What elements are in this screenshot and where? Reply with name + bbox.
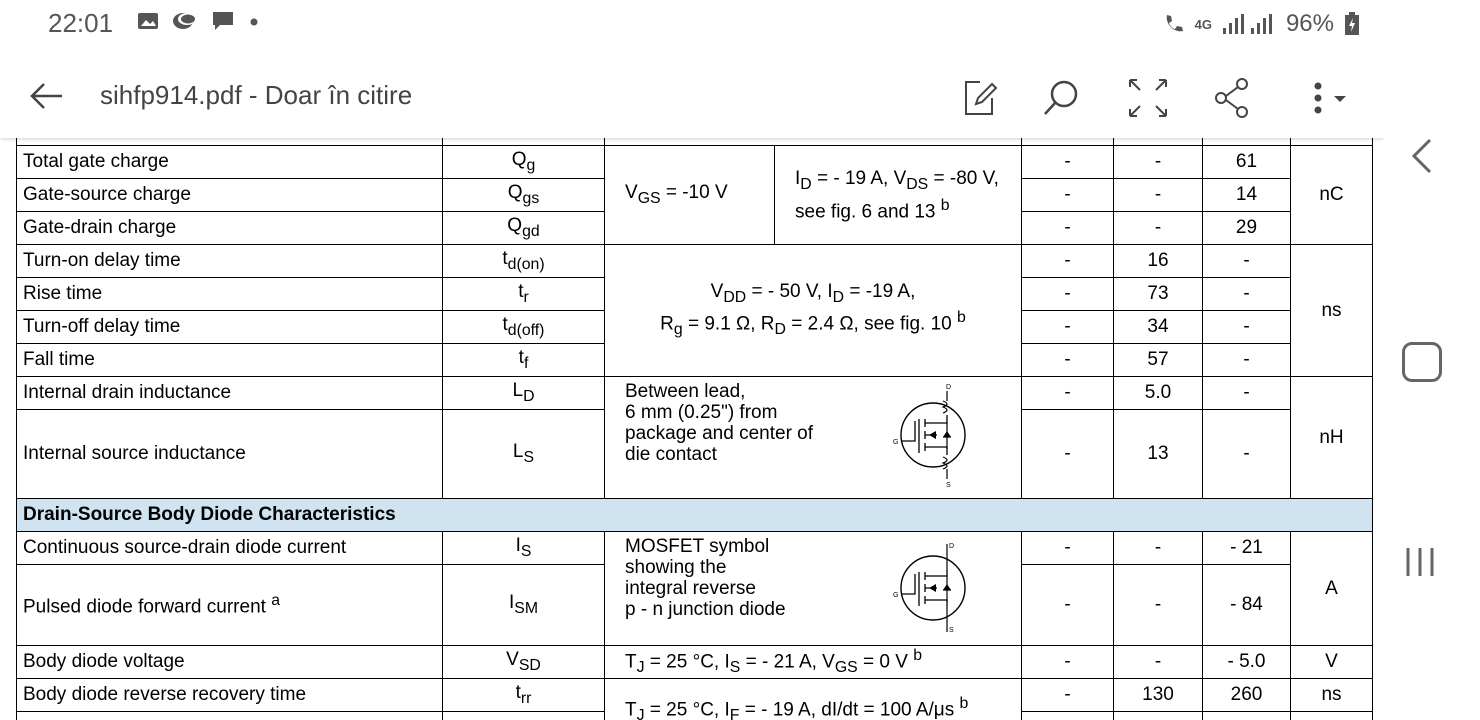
share-icon[interactable] (1212, 76, 1256, 120)
typ-value: 130 (1114, 679, 1203, 712)
condition-trr: $T_J = 25$ °C, $I_F$ = - 19 A, dI/dt = 100 A/μs $^b$ (605, 679, 1022, 720)
document-title: sihfp914.pdf - Doar în citire (100, 80, 413, 110)
condition-vgs: $V_{GS} = -10$ V (605, 146, 775, 245)
message-icon (211, 10, 235, 32)
max-value: - (1203, 410, 1291, 499)
param-name: Gate-source charge (17, 179, 443, 212)
source-label: S (949, 627, 954, 634)
min-value: - (1022, 565, 1114, 646)
nav-back-icon[interactable] (1406, 136, 1436, 176)
symbol: $t_{rr}$ (443, 679, 605, 712)
condition-vsd: $T_J = 25$ °C, $I_S$ = - 21 A, $V_{GS} = 0$ V $^b$ (605, 646, 1022, 679)
max-value: - (1203, 245, 1291, 278)
mosfet-diode-symbol (891, 536, 981, 636)
param-name: Body diode reverse recovery time (17, 679, 443, 712)
max-value: - (1203, 377, 1291, 410)
nav-home-icon[interactable] (1402, 342, 1442, 382)
unit: A (1291, 532, 1373, 646)
typ-value: - (1114, 646, 1203, 679)
param-name: Body diode voltage (17, 646, 443, 679)
table-row (17, 377, 1373, 410)
status-bar (0, 0, 1384, 50)
max-value: - (1203, 311, 1291, 344)
param-name: Total gate charge (17, 146, 443, 179)
signal-icon (1222, 13, 1276, 35)
section-header: Drain-Source Body Diode Characteristics (17, 499, 1373, 532)
spec-table (16, 130, 1373, 720)
chat-icon (171, 10, 199, 32)
nav-recent-icon[interactable] (1402, 544, 1438, 580)
max-value: 14 (1203, 179, 1291, 212)
max-value: 61 (1203, 146, 1291, 179)
min-value: - (1022, 212, 1114, 245)
min-value: - (1022, 344, 1114, 377)
condition-switching: $V_{DD}$ = - 50 V, $I_D = -19$ A, $R_g = 9.1$ Ω, $R_D = 2.4$ Ω, see fig. 10 $^b$ (605, 245, 1022, 377)
image-icon (137, 10, 159, 32)
param-name: Internal drain inductance (17, 377, 443, 410)
typ-value: 57 (1114, 344, 1203, 377)
unit: ns (1291, 245, 1373, 377)
gate-label: G (893, 592, 899, 599)
symbol: $I_{SM}$ (443, 565, 605, 646)
param-name: Turn-on delay time (17, 245, 443, 278)
min-value: - (1022, 179, 1114, 212)
max-value: - (1203, 278, 1291, 311)
max-value: - 5.0 (1203, 646, 1291, 679)
max-value: 260 (1203, 679, 1291, 712)
max-value: 29 (1203, 212, 1291, 245)
edit-icon[interactable] (958, 76, 1002, 120)
symbol: $Q_{gs}$ (443, 179, 605, 212)
symbol: $Q_{gd}$ (443, 212, 605, 245)
max-value: - 84 (1203, 565, 1291, 646)
symbol: $I_S$ (443, 532, 605, 565)
typ-value: - (1114, 532, 1203, 565)
system-nav-bar (1384, 0, 1480, 720)
symbol: $V_{SD}$ (443, 646, 605, 679)
unit: nC (1291, 146, 1373, 245)
param-name: Gate-drain charge (17, 212, 443, 245)
min-value: - (1022, 679, 1114, 712)
min-value: - (1022, 377, 1114, 410)
symbol: $L_D$ (443, 377, 605, 410)
source-label: S (946, 482, 951, 489)
unit: ns (1291, 679, 1373, 712)
symbol: $Q_g$ (443, 146, 605, 179)
fullscreen-icon[interactable] (1126, 76, 1170, 120)
min-value: - (1022, 146, 1114, 179)
min-value: - (1022, 245, 1114, 278)
unit: V (1291, 646, 1373, 679)
param-name: Continuous source-drain diode current (17, 532, 443, 565)
network-type: 4G (1194, 16, 1212, 32)
app-bar (0, 58, 1384, 138)
mosfet-inductance-symbol (891, 381, 981, 489)
table-row (17, 146, 1373, 179)
typ-value: 5.0 (1114, 377, 1203, 410)
symbol: $L_S$ (443, 410, 605, 499)
drain-label: D (946, 384, 952, 391)
drain-label: D (949, 543, 955, 550)
condition-inductance (605, 377, 1022, 499)
back-arrow-icon[interactable] (26, 76, 66, 116)
typ-value: 34 (1114, 311, 1203, 344)
unit: nH (1291, 377, 1373, 499)
param-name: Pulsed diode forward current $^a$ (17, 565, 443, 646)
system-icons (1163, 10, 1360, 38)
dot-icon (247, 10, 261, 32)
min-value: - (1022, 278, 1114, 311)
max-value: - 21 (1203, 532, 1291, 565)
condition-gate: $I_D$ = - 19 A, $V_{DS} = -80$ V, see fig. 6 and 13 $^b$ (775, 146, 1022, 245)
table-row (17, 532, 1373, 565)
condition-diode (605, 532, 1022, 646)
typ-value: - (1114, 146, 1203, 179)
param-name: Fall time (17, 344, 443, 377)
symbol: $t_f$ (443, 344, 605, 377)
min-value: - (1022, 311, 1114, 344)
min-value: - (1022, 646, 1114, 679)
symbol: $t_{d(off)}$ (443, 311, 605, 344)
typ-value: 13 (1114, 410, 1203, 499)
pdf-page (0, 138, 1384, 720)
param-name: Turn-off delay time (17, 311, 443, 344)
min-value: - (1022, 410, 1114, 499)
diode-note: MOSFET symbol showing the integral reverse p - n junction diode (625, 536, 786, 620)
battery-icon (1344, 12, 1360, 36)
battery-level: 96% (1285, 10, 1334, 37)
symbol: $t_r$ (443, 278, 605, 311)
section-header-row (17, 499, 1373, 532)
status-time: 22:01 (48, 8, 114, 38)
search-icon[interactable] (1040, 76, 1084, 120)
symbol: $t_{d(on)}$ (443, 245, 605, 278)
param-name: Rise time (17, 278, 443, 311)
call-icon (1163, 13, 1185, 35)
min-value: - (1022, 532, 1114, 565)
typ-value: 16 (1114, 245, 1203, 278)
inductance-note: Between lead, 6 mm (0.25") from package and center of die contact (625, 381, 814, 465)
table-row (17, 245, 1373, 278)
max-value: - (1203, 344, 1291, 377)
notification-icons (137, 10, 261, 32)
typ-value: - (1114, 212, 1203, 245)
table-row (17, 646, 1373, 679)
table-row (17, 679, 1373, 712)
param-name: Internal source inductance (17, 410, 443, 499)
typ-value: - (1114, 565, 1203, 646)
more-icon[interactable] (1304, 76, 1364, 120)
gate-label: G (893, 439, 899, 446)
typ-value: - (1114, 179, 1203, 212)
typ-value: 73 (1114, 278, 1203, 311)
